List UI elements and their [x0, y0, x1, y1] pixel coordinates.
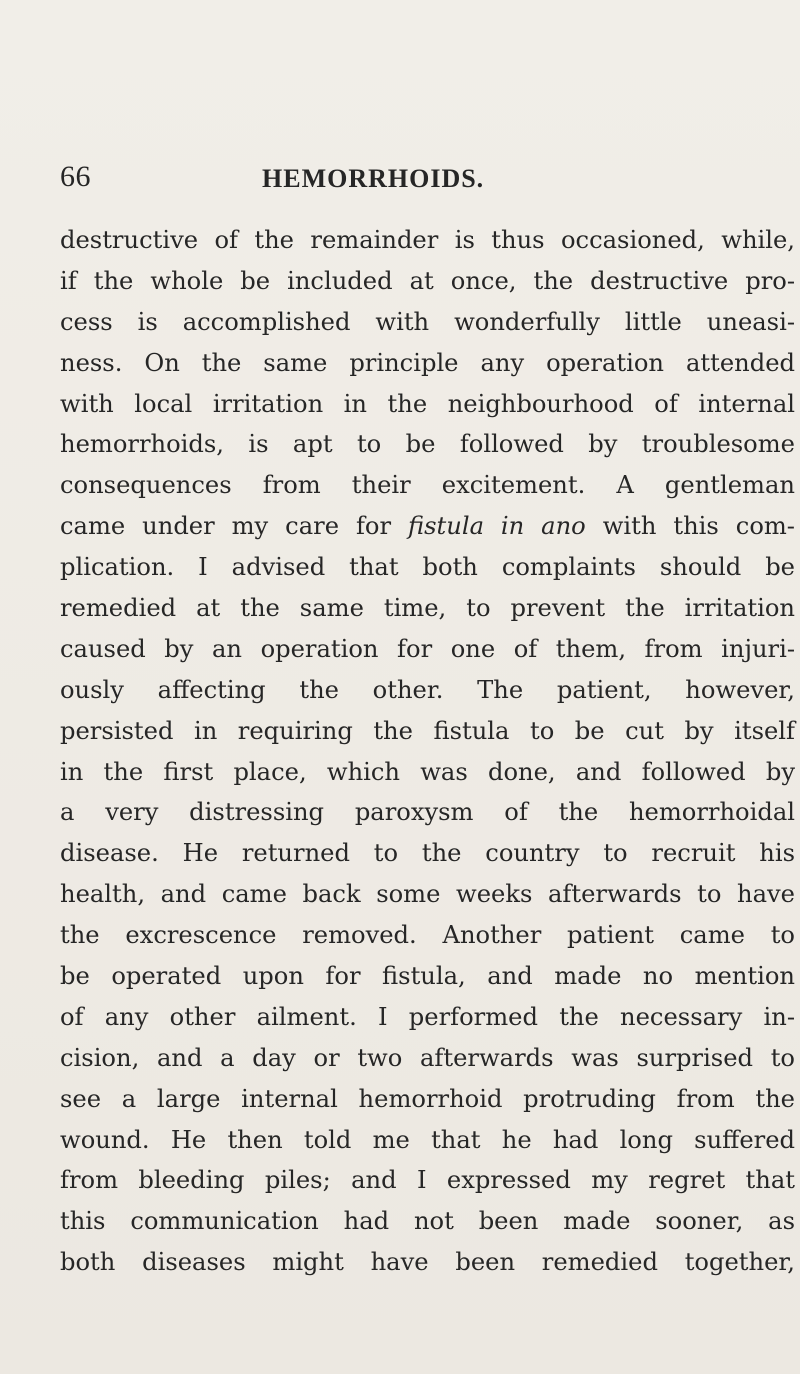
text-line: from bleeding piles; and I expressed my regret that [60, 1166, 795, 1195]
body-text [60, 220, 795, 1283]
text-line: cision, and a day or two afterwards was surprised to [60, 1043, 795, 1072]
text-line: hemorrhoids, is apt to be followed by troublesome [60, 430, 795, 459]
page-header [60, 160, 760, 204]
text-line: in the first place, which was done, and followed by [60, 757, 795, 786]
text-line: this communication had not been made sooner, as [60, 1207, 795, 1236]
text-line: of any other ailment. I performed the necessary in- [60, 1002, 795, 1031]
text-line: a very distressing paroxysm of the hemorrhoidal [60, 798, 795, 827]
text-line: the excrescence removed. Another patient came to [60, 921, 795, 950]
text-line: both diseases might have been remedied together, [60, 1248, 795, 1277]
text-line: see a large internal hemorrhoid protruding from the [60, 1084, 795, 1113]
running-title: HEMORRHOIDS. [262, 164, 485, 193]
text-line: be operated upon for fistula, and made no mention [60, 962, 795, 991]
text-line: wound. He then told me that he had long suffered [60, 1125, 795, 1154]
text-line: remedied at the same time, to prevent the irritation [60, 594, 795, 623]
text-line: with local irritation in the neighbourhood of internal [60, 389, 795, 418]
text-line: consequences from their excitement. A gentleman [60, 471, 795, 500]
text-line: persisted in requiring the fistula to be cut by itself [60, 716, 795, 745]
text-line: destructive of the remainder is thus occasioned, while, [60, 226, 795, 254]
text-segment: came under my care for [60, 512, 408, 541]
text-line: disease. He returned to the country to recruit his [60, 839, 795, 868]
text-line: ously affecting the other. The patient, however, [60, 675, 795, 704]
text-line-with-italic [60, 506, 795, 547]
page-number: 66 [60, 160, 91, 193]
text-line: ness. On the same principle any operation attended [60, 348, 795, 377]
text-segment: with this com- [585, 512, 795, 541]
text-line: health, and came back some weeks afterwards to have [60, 880, 795, 909]
italic-term: fistula in ano [407, 512, 586, 541]
text-line: plication. I advised that both complaints should be [60, 553, 795, 582]
text-line: cess is accomplished with wonderfully little uneasi- [60, 307, 795, 336]
text-line: if the whole be included at once, the destructive pro- [60, 266, 795, 295]
text-line: caused by an operation for one of them, from injuri- [60, 634, 795, 663]
